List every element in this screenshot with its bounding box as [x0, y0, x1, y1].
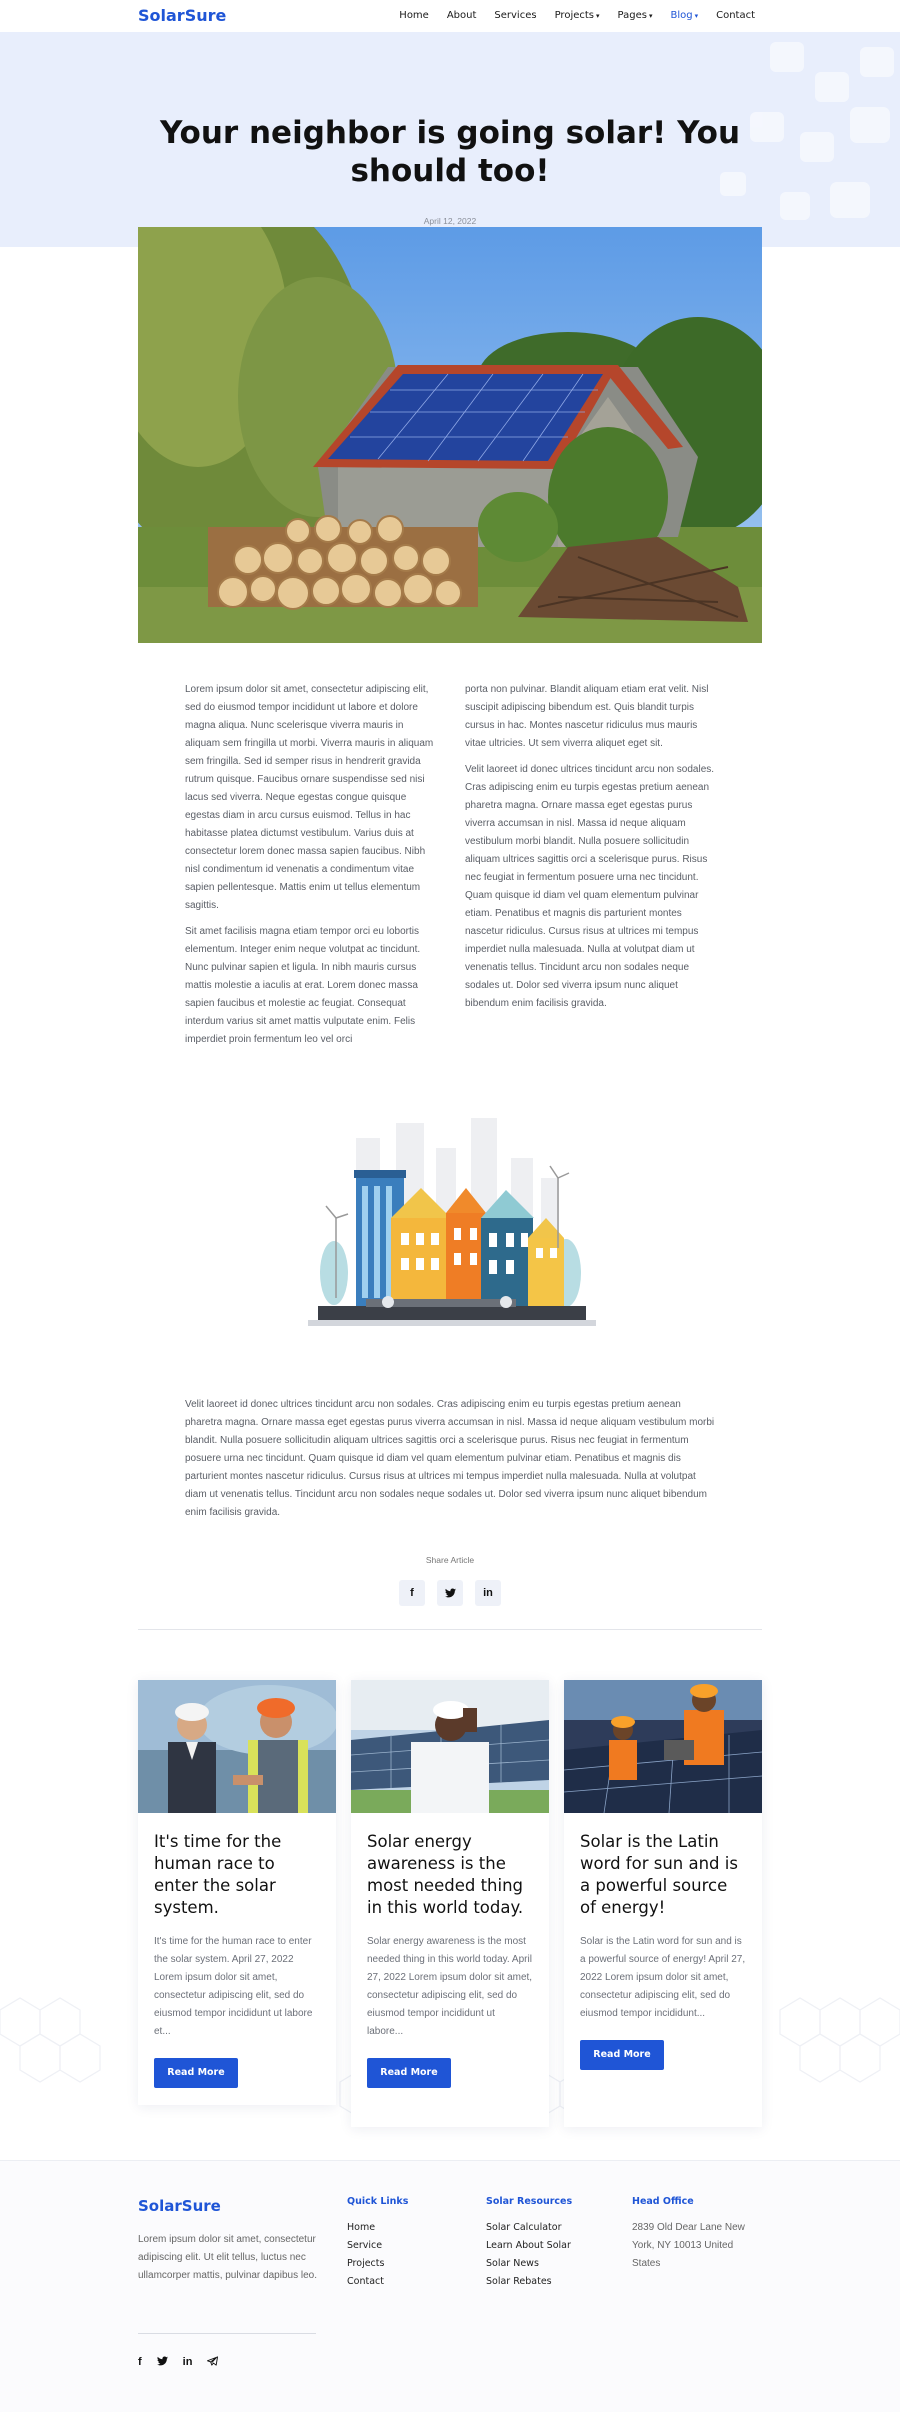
footer-social-links — [138, 2356, 218, 2369]
read-more-button[interactable]: Read More — [580, 2040, 664, 2070]
footer-quick-links — [347, 2196, 408, 2291]
footer-link-solar-news[interactable]: Solar News — [486, 2258, 539, 2269]
article-paragraph: Velit laoreet id donec ultrices tincidunt arcu non sodales. Cras adipiscing enim eu turpis egestas pretium aenean pharetra magna. Ornare massa eget egestas purus viverra accumsan in nisl. Massa id neque aliquam vestibulum morbi blandit. Nulla posuere sollicitudin aliquam ultrices sagittis orci a scelerisque purus. Risus nec feugiat in fermentum posuere urna nec tincidunt. Quam quisque id diam vel quam elementum pulvinar etiam. Penatibus et magnis dis parturient montes nascetur ridiculus. Cursus risus at ultrices mi tempus imperdiet nulla malesuada. Nulla at volutpat diam ut venenatis tellus. Tincidunt arcu non sodales neque sodales ut. Dolor sed viverra ipsum nunc aliquet bibendum enim facilisis gravida. — [465, 764, 715, 1009]
telegram-icon[interactable] — [207, 2356, 218, 2369]
facebook-icon[interactable]: f — [399, 1580, 425, 1606]
footer-heading: Solar Resources — [486, 2196, 573, 2207]
card-title[interactable]: It's time for the human race to enter the solar system. — [154, 1832, 282, 1917]
site-logo[interactable]: SolarSure — [138, 6, 227, 25]
hero-banner — [0, 32, 900, 247]
nav-about[interactable]: About — [446, 10, 477, 21]
blog-card — [564, 1680, 762, 2127]
card-excerpt: Solar energy awareness is the most needed thing in this world today. April 27, 2022 Lorem ipsum dolor sit amet, consectetur adipiscing elit, sed do eiusmod tempor incididunt ut labore... — [367, 1936, 533, 2037]
chevron-down-icon: ▾ — [694, 12, 699, 20]
article-paragraph: Velit laoreet id donec ultrices tincidunt arcu non sodales. Cras adipiscing enim eu turpis egestas pretium aenean pharetra magna. Ornare massa eget egestas purus viverra accumsan in nisl. Massa id neque aliquam vestibulum morbi blandit. Nulla posuere sollicitudin aliquam ultrices sagittis orci a scelerisque purus. Risus nec feugiat in fermentum posuere urna nec tincidunt. Quam quisque id diam vel quam elementum pulvinar etiam. Penatibus et magnis dis parturient montes nascetur ridiculus. Cursus risus at ultrices mi tempus imperdiet nulla malesuada. Nulla at volutpat diam ut venenatis tellus. Tincidunt arcu non sodales neque sodales ut. Dolor sed viverra ipsum nunc aliquet bibendum enim facilisis gravida. — [185, 1399, 715, 1518]
office-address: 2839 Old Dear Lane New York, NY 10013 United States — [632, 2222, 745, 2269]
share-buttons — [399, 1580, 501, 1606]
linkedin-icon[interactable]: in — [475, 1580, 501, 1606]
nav-blog[interactable]: Blog ▾ — [670, 10, 699, 21]
article-column-right — [465, 681, 715, 1021]
footer-link-projects[interactable]: Projects — [347, 2258, 385, 2269]
facebook-icon[interactable]: f — [138, 2356, 142, 2368]
card-image — [138, 1680, 336, 1813]
linkedin-icon[interactable]: in — [182, 2356, 193, 2368]
nav-services[interactable]: Services — [494, 10, 537, 21]
footer-head-office — [632, 2196, 757, 2273]
blog-card — [138, 1680, 336, 2105]
article-paragraph: Sit amet facilisis magna etiam tempor orci eu lobortis elementum. Integer enim neque volutpat ac tincidunt. Nunc pulvinar sapien et ligula. In nibh mauris cursus mattis molestie a iaculis at erat. Lorem donec massa sapien faucibus et molestie ac feugiat. Consequat interdum varius sit amet mattis vulputate enim. Felis imperdiet proin fermentum leo vel orci — [185, 926, 421, 1045]
nav-home[interactable]: Home — [399, 10, 429, 21]
card-excerpt: Solar is the Latin word for sun and is a powerful source of energy! April 27, 2022 Lorem ipsum dolor sit amet, consectetur adipiscing elit, sed do eiusmod tempor incididunt... — [580, 1936, 746, 2019]
page-title: Your neighbor is going solar! You should too! — [159, 115, 741, 189]
main-nav — [399, 10, 755, 21]
footer-link-solar-rebates[interactable]: Solar Rebates — [486, 2276, 552, 2287]
footer-about: Lorem ipsum dolor sit amet, consectetur adipiscing elit. Ut elit tellus, luctus nec ullamcorper mattis, pulvinar dapibus leo. — [138, 2234, 317, 2281]
footer-heading: Head Office — [632, 2196, 694, 2207]
read-more-button[interactable]: Read More — [154, 2058, 238, 2088]
footer-heading: Quick Links — [347, 2196, 409, 2207]
footer-link-solar-calculator[interactable]: Solar Calculator — [486, 2222, 562, 2233]
share-label: Share Article — [425, 1555, 475, 1565]
featured-image — [138, 227, 762, 643]
nav-pages[interactable]: Pages ▾ — [617, 10, 653, 21]
nav-projects[interactable]: Projects ▾ — [554, 10, 600, 21]
divider — [138, 2333, 316, 2334]
article-paragraph: Lorem ipsum dolor sit amet, consectetur adipiscing elit, sed do eiusmod tempor incididunt ut labore et dolore magna aliqua. Nunc scelerisque viverra mauris in aliquam sem fringilla ut morbi. Viverra mauris in aliquam sem fringilla. Sed id semper risus in hendrerit gravida rutrum quisque. Faucibus ornare suspendisse sed nisi lacus sed viverra. Neque egestas congue quisque egestas diam in arcu cursus euismod. Tellus in hac habitasse platea dictumst vestibulum. Varius duis at consectetur lorem donec massa sapien faucibus. Nibh nisl condimentum id venenatis a condimentum vitae sapien pellentesque. Mattis enim ut tellus elementum sagittis. — [185, 684, 434, 911]
footer-link-learn-about-solar[interactable]: Learn About Solar — [486, 2240, 571, 2251]
site-header — [0, 0, 900, 32]
article-column-left — [185, 681, 435, 1057]
article-paragraph: porta non pulvinar. Blandit aliquam etiam erat velit. Nisl suscipit adipiscing bibendum est. Quis blandit turpis cursus in hac. Montes nascetur ridiculus mus mauris vitae ultricies. Ut sem viverra aliquet eget sit. — [465, 684, 709, 749]
chevron-down-icon: ▾ — [596, 12, 600, 20]
card-title[interactable]: Solar energy awareness is the most needed thing in this world today. — [367, 1832, 524, 1917]
footer-solar-resources — [486, 2196, 572, 2291]
chevron-down-icon: ▾ — [648, 12, 653, 20]
card-image — [351, 1680, 549, 1813]
footer-logo[interactable]: SolarSure — [138, 2197, 221, 2215]
twitter-icon[interactable] — [437, 1580, 463, 1606]
footer-link-contact[interactable]: Contact — [347, 2276, 384, 2287]
card-image — [564, 1680, 762, 1813]
blog-card — [351, 1680, 549, 2127]
footer-link-service[interactable]: Service — [347, 2240, 383, 2251]
twitter-icon[interactable] — [157, 2356, 168, 2369]
site-footer — [0, 2160, 900, 2412]
post-date: April 12, 2022 — [423, 216, 477, 226]
read-more-button[interactable]: Read More — [367, 2058, 451, 2088]
card-excerpt: It's time for the human race to enter the solar system. April 27, 2022 Lorem ipsum dolor sit amet, consectetur adipiscing elit, sed do eiusmod tempor incididunt ut labore et... — [154, 1936, 313, 2037]
solar-city-illustration — [296, 1088, 608, 1343]
card-title[interactable]: Solar is the Latin word for sun and is a powerful source of energy! — [580, 1832, 738, 1917]
footer-link-home[interactable]: Home — [347, 2222, 376, 2233]
nav-contact[interactable]: Contact — [716, 10, 755, 21]
